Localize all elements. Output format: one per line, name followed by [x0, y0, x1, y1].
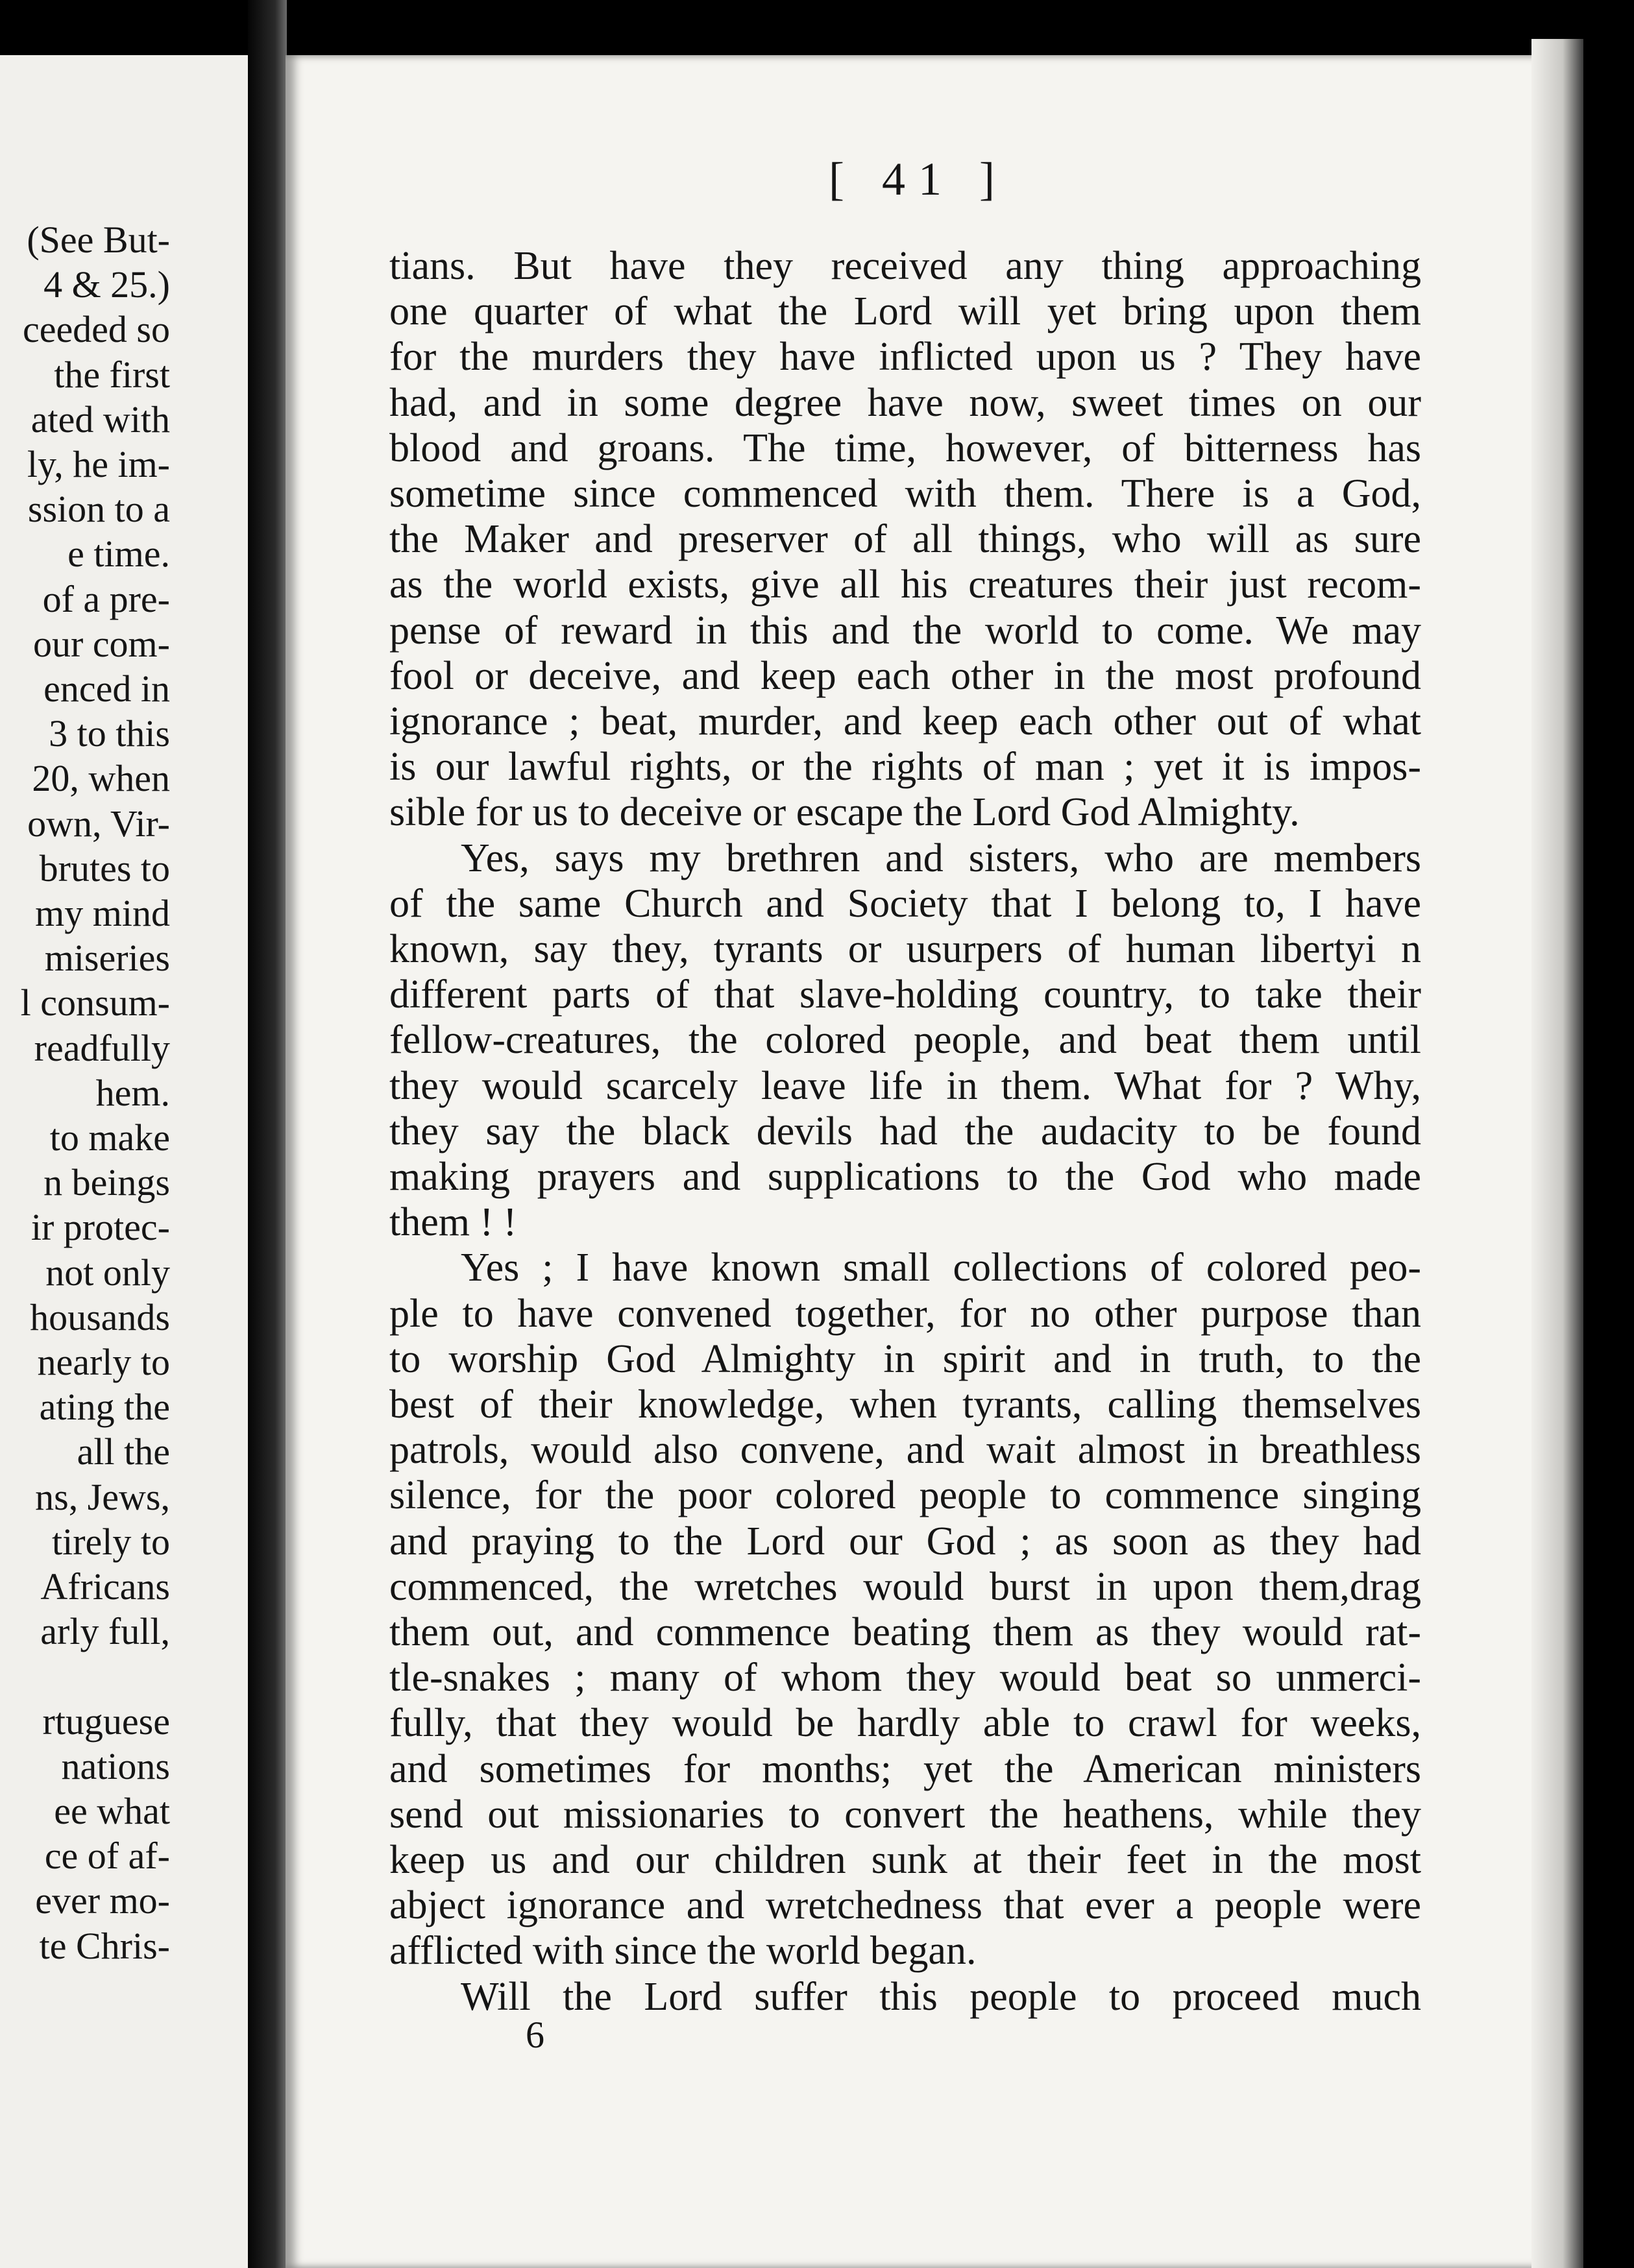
left-page-line: our com-: [33, 622, 170, 665]
left-page-line: my mind: [35, 892, 170, 934]
left-page-line: arly full,: [40, 1610, 170, 1653]
left-page-line: te Chris-: [39, 1924, 170, 1967]
left-page-line: n beings: [43, 1161, 170, 1204]
body-text-line: silence, for the poor colored people to commence singing: [389, 1473, 1421, 1518]
book-gutter: [248, 0, 287, 2268]
body-text-line: had, and in some degree have now, sweet times on our: [389, 380, 1421, 425]
body-text-line: tle-snakes ; many of whom they would beat so unmerci-: [389, 1656, 1421, 1700]
body-text-line: of the same Church and Society that I belong to, I have: [389, 881, 1421, 926]
body-text-line: afflicted with since the world began.: [389, 1929, 977, 1973]
body-text-line: they say the black devils had the audacity to be found: [389, 1109, 1421, 1153]
left-page-line: rtuguese: [42, 1700, 170, 1743]
body-text-line: ignorance ; beat, murder, and keep each other out of what: [389, 699, 1421, 743]
body-text-line: them ! !: [389, 1200, 517, 1245]
left-page-line: ceeded so: [22, 308, 170, 351]
body-text-line: sometime since commenced with them. There is a God,: [389, 472, 1421, 516]
left-page-line: 20, when: [32, 757, 170, 800]
left-page-line: ce of af-: [44, 1835, 170, 1877]
body-text-line: making prayers and supplications to the God who made: [389, 1155, 1421, 1199]
body-text-line: and praying to the Lord our God ; as soon as they had: [389, 1519, 1421, 1563]
body-text-line: to worship God Almighty in spirit and in truth, to the: [389, 1336, 1421, 1381]
left-page-line: ated with: [30, 398, 170, 440]
left-page-line: all the: [77, 1430, 170, 1473]
body-text-line: abject ignorance and wretchedness that ever a people were: [389, 1883, 1421, 1928]
left-page-line: 4 & 25.): [43, 263, 170, 306]
left-page-line: the first: [54, 353, 170, 396]
left-page-line: ir protec-: [30, 1206, 170, 1249]
body-text-line: keep us and our children sunk at their feet in the most: [389, 1838, 1421, 1882]
body-text-line: fully, that they would be hardly able to crawl for weeks,: [389, 1701, 1421, 1746]
left-page-line: readfully: [34, 1026, 170, 1069]
body-text-line: is our lawful rights, or the rights of man ; yet it is impos-: [389, 745, 1421, 790]
left-page-line: hem.: [95, 1071, 170, 1114]
left-page-line: ns, Jews,: [35, 1475, 170, 1518]
left-page-line: nations: [61, 1744, 170, 1787]
body-text-line: fellow-creatures, the colored people, and beat them until: [389, 1018, 1421, 1063]
body-text-line: blood and groans. The time, however, of bitterness has: [389, 426, 1421, 470]
body-text-line: Will the Lord suffer this people to proceed much: [461, 1974, 1421, 2019]
body-text-line: and sometimes for months; yet the American ministers: [389, 1746, 1421, 1791]
body-text-line: the Maker and preserver of all things, who will as sure: [389, 517, 1421, 562]
body-text-line: best of their knowledge, when tyrants, calling themselves: [389, 1382, 1421, 1427]
body-text-line: them out, and commence beating them as they would rat-: [389, 1610, 1421, 1654]
body-text-line: pense of reward in this and the world to come. We may: [389, 608, 1421, 653]
left-page-line: (See But-: [27, 219, 170, 261]
left-page: [0, 55, 252, 2268]
left-page-line: ee what: [54, 1790, 170, 1832]
left-page-line: l consum-: [20, 982, 170, 1024]
left-page-line: tirely to: [51, 1520, 170, 1563]
left-page-line: own, Vir-: [27, 802, 170, 845]
right-page: [286, 55, 1577, 2268]
body-text-line: known, say they, tyrants or usurpers of human libertyi n: [389, 927, 1421, 971]
left-page-line: ly, he im-: [27, 443, 170, 485]
left-page-line: not only: [45, 1251, 170, 1294]
body-text-line: one quarter of what the Lord will yet bring upon them: [389, 289, 1421, 334]
left-page-line: to make: [49, 1116, 170, 1159]
body-text-line: they would scarcely leave life in them. What for ? Why,: [389, 1063, 1421, 1108]
left-page-line: ever mo-: [35, 1879, 170, 1922]
body-text-line: fool or deceive, and keep each other in the most profound: [389, 653, 1421, 698]
left-page-line: enced in: [43, 668, 170, 710]
left-page-line: e time.: [67, 533, 170, 575]
left-page-line: ssion to a: [27, 488, 170, 531]
left-page-line: ating the: [39, 1386, 170, 1429]
body-text-line: as the world exists, give all his creatures their just recom-: [389, 562, 1421, 607]
body-text-line: tians. But have they received any thing approaching: [389, 244, 1421, 288]
body-text-line: ple to have convened together, for no other purpose than: [389, 1291, 1421, 1336]
left-page-line: of a pre-: [42, 577, 170, 620]
body-text-line: commenced, the wretches would burst in upon them,drag: [389, 1564, 1421, 1609]
body-text-line: patrols, would also convene, and wait almost in breathless: [389, 1428, 1421, 1473]
page-number: [ 41 ]: [829, 153, 1008, 205]
body-text-line: Yes ; I have known small collections of colored peo-: [461, 1246, 1421, 1290]
left-page-line: 3 to this: [49, 712, 170, 755]
left-page-line: Africans: [40, 1565, 170, 1608]
body-text-line: different parts of that slave-holding country, to take their: [389, 972, 1421, 1017]
left-page-line: miseries: [44, 937, 170, 980]
body-text-line: send out missionaries to convert the heathens, while they: [389, 1792, 1421, 1837]
body-text-line: Yes, says my brethren and sisters, who are members: [461, 836, 1421, 880]
left-page-line: housands: [30, 1296, 170, 1338]
page-edge: [1531, 39, 1583, 2268]
left-page-line: brutes to: [39, 847, 170, 889]
body-text-line: sible for us to deceive or escape the Lord God Almighty.: [389, 790, 1300, 835]
signature-mark: 6: [526, 2014, 544, 2056]
body-text-line: for the murders they have inflicted upon us ? They have: [389, 335, 1421, 380]
left-page-line: nearly to: [37, 1341, 170, 1383]
